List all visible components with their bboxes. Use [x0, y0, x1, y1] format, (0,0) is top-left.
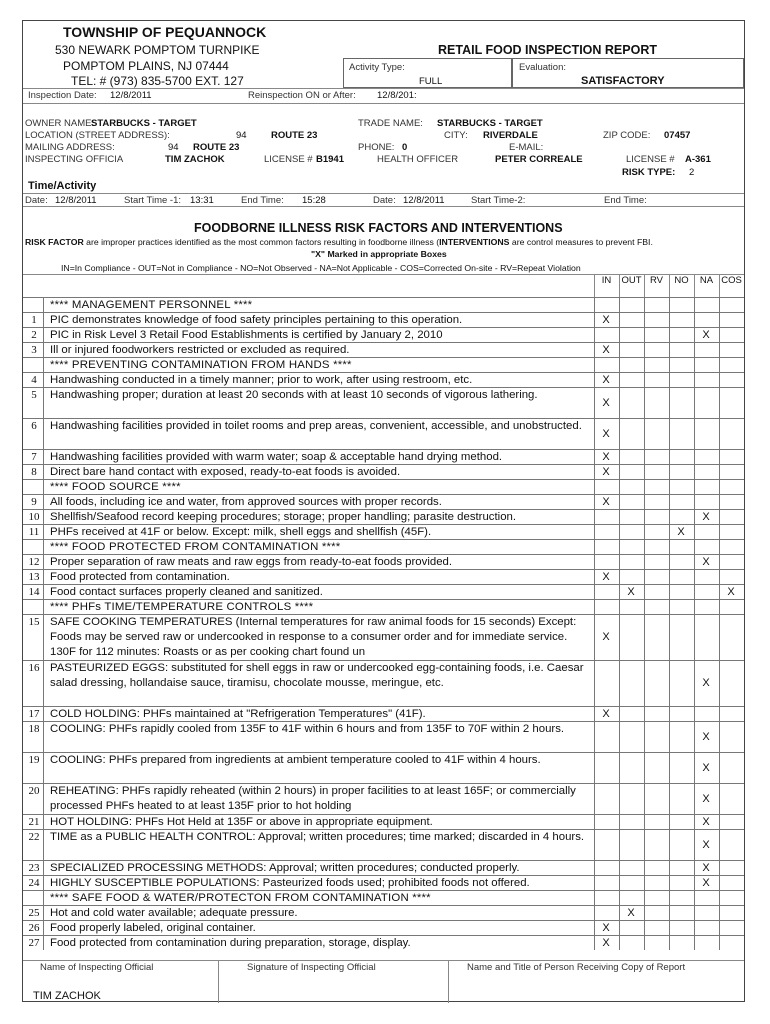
mark-out: X	[627, 586, 635, 598]
item-description: Food properly labeled, original container.	[50, 922, 256, 934]
section-header	[23, 890, 744, 905]
activity-type-label: Activity Type:	[349, 62, 405, 73]
trade-value: STARBUCKS - TARGET	[437, 118, 543, 129]
mark-na: X	[702, 839, 710, 851]
item-description: Food protected from contamination.	[50, 571, 230, 583]
license-value: B1941	[316, 154, 344, 165]
license-label: LICENSE #	[264, 154, 313, 165]
item-number: 8	[31, 466, 37, 478]
zip-label: ZIP CODE:	[603, 130, 651, 141]
checklist-item	[23, 418, 744, 449]
item-number: 7	[31, 451, 37, 463]
checklist-item	[23, 752, 744, 783]
grid-line	[619, 297, 620, 950]
township-title: TOWNSHIP OF PEQUANNOCK	[63, 24, 267, 40]
item-description: COLD HOLDING: PHFs maintained at "Refrigeration Temperatures" (41F).	[50, 708, 426, 720]
evaluation-value: SATISFACTORY	[581, 75, 665, 87]
address-line-2: POMPTOM PLAINS, NJ 07444	[63, 59, 229, 73]
grid-line	[43, 297, 44, 950]
owner-label: OWNER NAME:	[25, 118, 95, 129]
checklist-item	[23, 524, 744, 539]
risk-factors-heading: FOODBORNE ILLNESS RISK FACTORS AND INTERVENTIONS	[194, 221, 563, 235]
item-description: PIC demonstrates knowledge of food safety principles pertaining to this operation.	[50, 314, 463, 326]
mark-in: X	[602, 922, 610, 934]
section-title: **** SAFE FOOD & WATER/PROTECTON FROM CONTAMINATION ****	[50, 892, 431, 904]
email-label: E-MAIL:	[509, 142, 544, 153]
item-number: 26	[28, 922, 40, 934]
checklist-item	[23, 875, 744, 890]
checklist-item	[23, 372, 744, 387]
location-number: 94	[236, 130, 247, 141]
column-divider	[619, 274, 620, 297]
section-title: **** PHFs TIME/TEMPERATURE CONTROLS ****	[50, 601, 314, 613]
checklist-item	[23, 312, 744, 327]
item-number: 9	[31, 496, 37, 508]
mailing-label: MAILING ADDRESS:	[25, 142, 115, 153]
checklist-item	[23, 464, 744, 479]
mark-in: X	[602, 571, 610, 583]
item-number: 13	[28, 571, 40, 583]
item-description: PIC in Risk Level 3 Retail Food Establishments is certified by January 2, 2010	[50, 329, 443, 341]
column-header-no: NO	[674, 275, 689, 286]
item-description: HIGHLY SUSCEPTIBLE POPULATIONS: Pasteurized foods used; prohibited foods not offered.	[50, 877, 530, 889]
grid-line	[669, 297, 670, 950]
section-title: **** FOOD PROTECTED FROM CONTAMINATION ****	[50, 541, 341, 553]
item-number: 17	[28, 708, 40, 720]
section-header	[23, 357, 744, 372]
owner-value: STARBUCKS - TARGET	[91, 118, 197, 129]
item-number: 19	[28, 754, 40, 766]
receiver-label: Name and Title of Person Receiving Copy of Report	[467, 962, 686, 973]
column-divider	[594, 274, 595, 297]
mark-na: X	[702, 329, 710, 341]
checklist-item	[23, 327, 744, 342]
column-header-rv: RV	[649, 275, 664, 286]
section-title: **** MANAGEMENT PERSONNEL ****	[50, 299, 253, 311]
item-number: 18	[28, 723, 40, 735]
checklist-item	[23, 920, 744, 935]
item-number: 16	[28, 662, 40, 674]
item-number: 14	[28, 586, 40, 598]
mark-in: X	[602, 397, 610, 409]
date-label: Date:	[25, 195, 48, 206]
section-title: **** PREVENTING CONTAMINATION FROM HANDS ****	[50, 359, 352, 371]
end-time-label: End Time:	[241, 195, 284, 206]
phone-label: PHONE:	[358, 142, 395, 153]
item-description: TIME as a PUBLIC HEALTH CONTROL: Approval; written procedures; time marked; discarded in 4 hours.	[50, 831, 585, 843]
mark-in: X	[602, 631, 610, 643]
start-time-1-value: 13:31	[190, 195, 214, 206]
item-number: 3	[31, 344, 37, 356]
mark-cos: X	[727, 586, 735, 598]
interventions-label: INTERVENTIONS	[439, 237, 510, 247]
grid-line	[594, 297, 595, 950]
item-description: Handwashing facilities provided in toilet rooms and prep areas, convenient, accessible, and unobstructed.	[50, 420, 582, 432]
activity-type-value: FULL	[419, 76, 443, 87]
item-description: COOLING: PHFs rapidly cooled from 135F to 41F within 6 hours and from 135F to 70F within 2 hours.	[50, 723, 565, 735]
checklist-item	[23, 721, 744, 752]
interventions-text: are control measures to prevent FBI.	[511, 237, 653, 247]
address-line-1: 530 NEWARK POMPTOM TURNPIKE	[55, 43, 260, 57]
grid-line	[694, 297, 695, 950]
column-header-out: OUT	[621, 275, 642, 286]
item-description: PHFs received at 41F or below. Except: milk, shell eggs and shellfish (45F).	[50, 526, 432, 538]
item-description: Food protected from contamination during preparation, storage, display.	[50, 937, 411, 949]
item-number: 22	[28, 831, 40, 843]
grid-line	[644, 297, 645, 950]
checklist-item	[23, 554, 744, 569]
time-activity-heading: Time/Activity	[28, 180, 97, 192]
health-officer-value: PETER CORREALE	[495, 154, 583, 165]
mark-in: X	[602, 428, 610, 440]
item-number: 10	[28, 511, 40, 523]
city-value: RIVERDALE	[483, 130, 538, 141]
date-value: 12/8/2011	[55, 195, 97, 206]
checklist-item	[23, 829, 744, 860]
item-description: Ill or injured foodworkers restricted or excluded as required.	[50, 344, 350, 356]
start-time-2-label: Start Time-2:	[471, 195, 526, 206]
item-description: Hot and cold water available; adequate pressure.	[50, 907, 298, 919]
risk-type-value: 2	[689, 167, 695, 178]
item-description: SPECIALIZED PROCESSING METHODS: Approval; written procedures; conducted properly.	[50, 862, 520, 874]
location-label: LOCATION (STREET ADDRESS):	[25, 130, 170, 141]
mark-out: X	[627, 907, 635, 919]
checklist-item	[23, 660, 744, 706]
evaluation-label: Evaluation:	[519, 62, 567, 73]
column-header-na: NA	[699, 275, 714, 286]
risk-factor-text: are improper practices identified as the most common factors resulting in foodborne illness (	[86, 237, 440, 247]
section-header	[23, 599, 744, 614]
trade-label: TRADE NAME:	[358, 118, 423, 129]
item-description: REHEATING: PHFs rapidly reheated (within 2 hours) in proper facilities to at least 165F; or commercially processed PHFs heated to at least 135F prior to hot holding	[50, 785, 576, 812]
checklist-item	[23, 509, 744, 524]
item-description: Handwashing facilities provided with warm water; soap & acceptable hand drying method.	[50, 451, 503, 463]
mailing-number: 94	[168, 142, 179, 153]
item-description: Direct bare hand contact with exposed, ready-to-eat foods is avoided.	[50, 466, 401, 478]
item-description: Proper separation of raw meats and raw eggs from ready-to-eat foods provided.	[50, 556, 453, 568]
item-number: 6	[31, 420, 37, 432]
checklist-item	[23, 783, 744, 814]
report-title: RETAIL FOOD INSPECTION REPORT	[438, 43, 657, 57]
risk-type-label: RISK TYPE:	[622, 167, 676, 178]
checklist-item	[23, 614, 744, 660]
mark-in: X	[602, 466, 610, 478]
checklist-item	[23, 814, 744, 829]
item-description: HOT HOLDING: PHFs Hot Held at 135F or above in appropriate equipment.	[50, 816, 433, 828]
checklist-item	[23, 860, 744, 875]
license2-value: A-361	[685, 154, 711, 165]
section-header	[23, 479, 744, 494]
start-time-1-label: Start Time -1:	[124, 195, 182, 206]
item-description: Shellfish/Seafood record keeping procedures; storage; proper handling; parasite destruction.	[50, 511, 517, 523]
mark-na: X	[702, 862, 710, 874]
mark-in: X	[602, 937, 610, 949]
column-header-cos: COS	[721, 275, 742, 286]
grid-line	[719, 297, 720, 950]
mark-na: X	[702, 793, 710, 805]
mark-in: X	[602, 451, 610, 463]
mark-na: X	[702, 731, 710, 743]
mark-na: X	[702, 877, 710, 889]
item-number: 2	[31, 329, 37, 341]
column-divider	[719, 274, 720, 297]
telephone: TEL: # (973) 835-5700 EXT. 127	[71, 74, 244, 88]
item-number: 4	[31, 374, 37, 386]
item-description: Food contact surfaces properly cleaned and sanitized.	[50, 586, 323, 598]
item-number: 15	[28, 616, 40, 628]
item-description: Handwashing proper; duration at least 20 seconds with at least 10 seconds of vigorous lathering.	[50, 389, 538, 401]
mark-na: X	[702, 677, 710, 689]
inspecting-official-value: TIM ZACHOK	[165, 154, 225, 165]
item-number: 20	[28, 785, 40, 797]
checklist-item	[23, 935, 744, 950]
mark-no: X	[677, 526, 685, 538]
inspecting-official-name-label: Name of Inspecting Official	[40, 962, 154, 973]
zip-value: 07457	[664, 130, 691, 141]
mark-na: X	[702, 762, 710, 774]
item-number: 11	[28, 526, 40, 538]
checklist-item	[23, 905, 744, 920]
risk-factor-label: RISK FACTOR	[25, 237, 84, 247]
checklist-item	[23, 387, 744, 418]
compliance-legend: IN=In Compliance - OUT=Not in Compliance - NO=Not Observed - NA=Not Applicable - COS=Corrected On-site - RV=Repeat Violation	[61, 263, 581, 273]
item-number: 21	[28, 816, 40, 828]
item-number: 5	[31, 389, 37, 401]
item-description: PASTEURIZED EGGS: substituted for shell eggs in raw or undercooked egg-containing foods, i.e. Caesar salad dressing, hollandaise sauce, tiramisu, chocolate mousse, meringue, etc.	[50, 662, 584, 689]
inspecting-official-name: TIM ZACHOK	[33, 990, 101, 1002]
mark-in: X	[602, 344, 610, 356]
risk-factor-description	[25, 237, 653, 247]
item-number: 27	[28, 937, 40, 949]
section-header	[23, 539, 744, 554]
item-number: 23	[28, 862, 40, 874]
license2-label: LICENSE #	[626, 154, 675, 165]
mark-na: X	[702, 556, 710, 568]
item-number: 24	[28, 877, 40, 889]
end-time-2-label: End Time:	[604, 195, 647, 206]
checklist-item	[23, 342, 744, 357]
inspection-report-page	[22, 20, 745, 1002]
checklist-item	[23, 494, 744, 509]
reinspection-value: 12/8/201:	[377, 90, 417, 101]
mark-in: X	[602, 374, 610, 386]
item-description: SAFE COOKING TEMPERATURES (Internal temperatures for raw animal foods for 15 seconds) Except: Foods may be served raw or undercooked in response to a consumer order and for immediate service. 130F for 112 minutes: Roasts or as per cooking chart found un	[50, 616, 577, 658]
location-street: ROUTE 23	[271, 130, 318, 141]
checklist-item	[23, 706, 744, 721]
city-label: CITY:	[444, 130, 468, 141]
signature-label: Signature of Inspecting Official	[247, 962, 376, 973]
column-header-in: IN	[601, 275, 612, 286]
checklist-item	[23, 569, 744, 584]
checklist-item	[23, 584, 744, 599]
mark-in: X	[602, 314, 610, 326]
mark-in: X	[602, 708, 610, 720]
reinspection-label: Reinspection ON or After:	[248, 90, 356, 101]
mark-na: X	[702, 816, 710, 828]
inspection-date-label: Inspection Date:	[28, 90, 97, 101]
inspecting-official-label: INSPECTING OFFICIA	[25, 154, 124, 165]
mailing-street: ROUTE 23	[193, 142, 240, 153]
date2-value: 12/8/2011	[403, 195, 445, 206]
mark-in: X	[602, 496, 610, 508]
column-divider	[644, 274, 645, 297]
column-divider	[669, 274, 670, 297]
checklist-item	[23, 449, 744, 464]
marked-note: "X" Marked in appropriate Boxes	[311, 249, 447, 259]
mark-na: X	[702, 511, 710, 523]
item-description: All foods, including ice and water, from approved sources with proper records.	[50, 496, 442, 508]
section-header	[23, 297, 744, 312]
item-description: COOLING: PHFs prepared from ingredients at ambient temperature cooled to 41F within 4 hours.	[50, 754, 541, 766]
item-description: Handwashing conducted in a timely manner; prior to work, after using restroom, etc.	[50, 374, 473, 386]
item-number: 12	[28, 556, 40, 568]
date2-label: Date:	[373, 195, 396, 206]
item-number: 25	[28, 907, 40, 919]
section-title: **** FOOD SOURCE ****	[50, 481, 181, 493]
column-divider	[694, 274, 695, 297]
phone-value: 0	[402, 142, 408, 153]
inspection-date-value: 12/8/2011	[110, 90, 152, 101]
health-officer-label: HEALTH OFFICER	[377, 154, 459, 165]
end-time-value: 15:28	[302, 195, 326, 206]
item-number: 1	[31, 314, 37, 326]
